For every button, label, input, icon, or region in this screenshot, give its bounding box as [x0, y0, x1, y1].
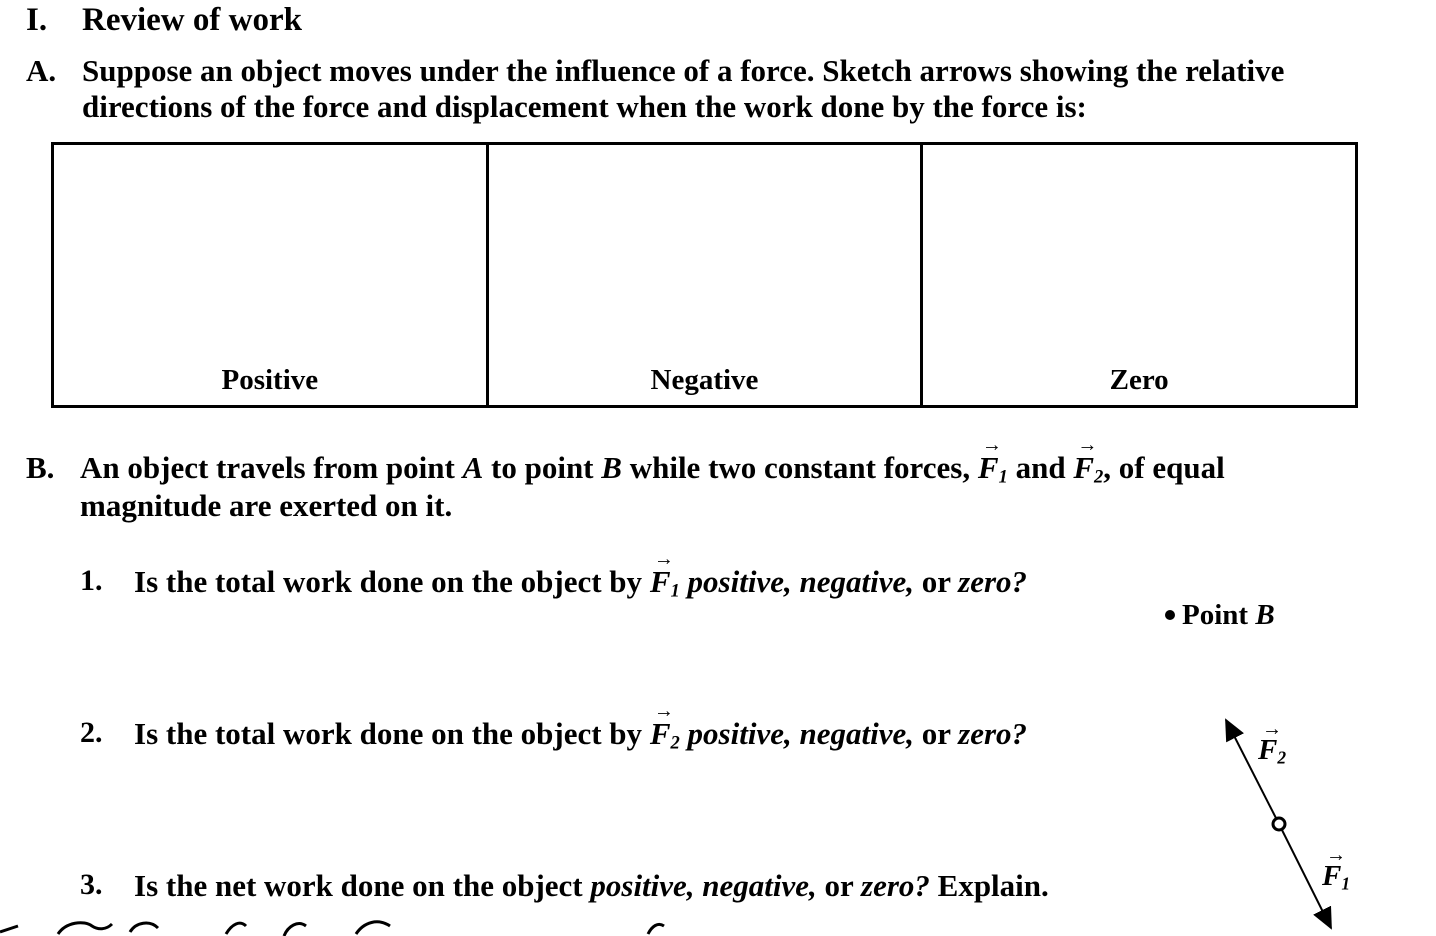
- question-2-number: 2.: [80, 716, 103, 749]
- question-3-number: 3.: [80, 868, 103, 901]
- part-b-line1: An object travels from point A to point B while two constant forces, → $F_1$ and → $F_2$, of equal: [80, 450, 1225, 489]
- part-a-line1: Suppose an object moves under the influence of a force. Sketch arrows showing the relative: [82, 53, 1285, 88]
- question-3-text: Is the net work done on the object positive, negative, or zero? Explain.: [134, 868, 1049, 903]
- handwriting-stroke: [0, 922, 664, 936]
- positive-cell[interactable]: Positive: [53, 144, 488, 407]
- object-point-a: [1273, 818, 1285, 830]
- part-b-line2: magnitude are exerted on it.: [80, 488, 453, 523]
- part-b-letter: B.: [26, 450, 55, 485]
- part-a-line2: directions of the force and displacement when the work done by the force is:: [82, 89, 1087, 124]
- diagram-f2-label: → $F_2$: [1258, 734, 1286, 768]
- section-numeral: I.: [26, 2, 48, 38]
- point-b-label: Point B: [1182, 599, 1275, 631]
- f1-vector-symbol: → $F_1$: [978, 450, 1008, 489]
- negative-cell[interactable]: Negative: [487, 144, 922, 407]
- point-b-dot: [1165, 610, 1175, 620]
- zero-cell[interactable]: Zero: [922, 144, 1357, 407]
- question-1-text: Is the total work done on the object by → $F_1$ positive, negative, or zero?: [134, 564, 1027, 603]
- question-2-text: Is the total work done on the object by → $F_2$ positive, negative, or zero?: [134, 716, 1027, 755]
- section-title: Review of work: [82, 2, 302, 38]
- question-1-number: 1.: [80, 564, 103, 597]
- part-a-letter: A.: [26, 53, 57, 88]
- diagram-f1-label: → $F_1$: [1322, 860, 1350, 894]
- f2-vector-symbol: → $F_2$: [1073, 450, 1103, 489]
